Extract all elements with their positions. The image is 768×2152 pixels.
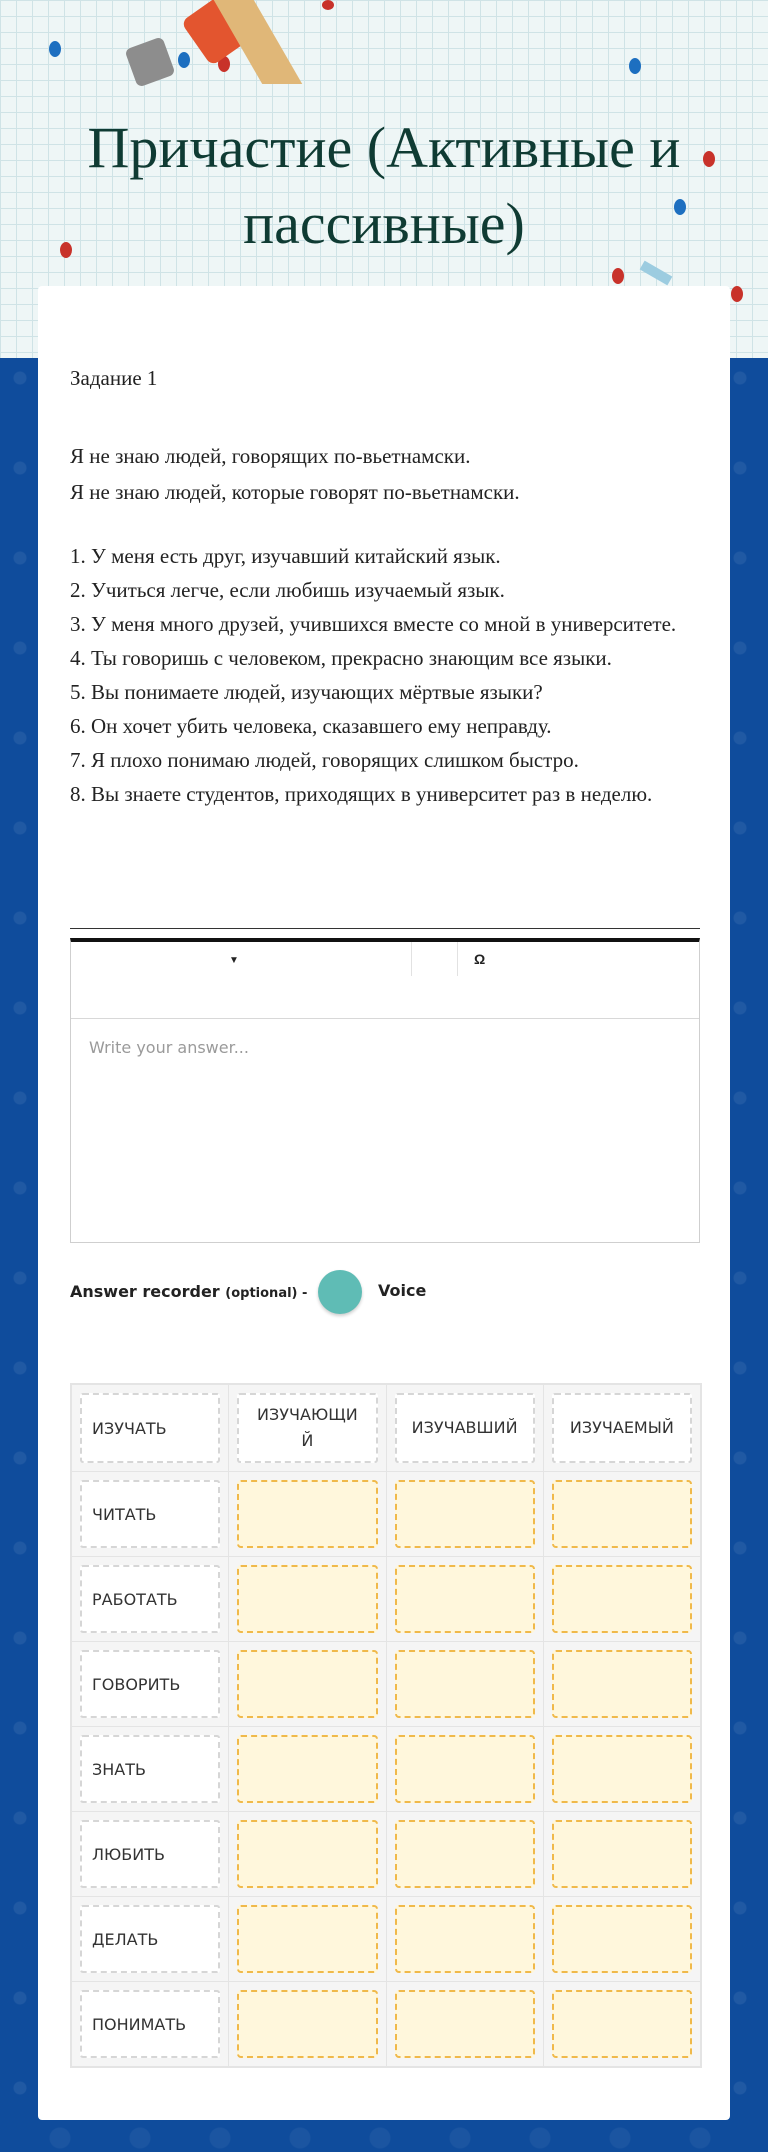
drop-zone[interactable] bbox=[237, 1565, 377, 1633]
verb-chip[interactable]: ГОВОРИТЬ bbox=[80, 1650, 220, 1718]
drop-zone[interactable] bbox=[395, 1480, 535, 1548]
drop-zone[interactable] bbox=[552, 1905, 692, 1973]
grid-row bbox=[72, 1897, 701, 1982]
toolbar-separator bbox=[411, 942, 412, 976]
sentence-item: 7. Я плохо понимаю людей, говорящих слишком быстро. bbox=[70, 748, 579, 772]
decor-dot bbox=[322, 0, 334, 10]
special-character-button[interactable]: Ω bbox=[474, 951, 486, 967]
header-chip[interactable]: ИЗУЧАТЬ bbox=[80, 1393, 220, 1463]
worksheet-card bbox=[38, 286, 730, 2120]
format-dropdown-caret-icon[interactable]: ▼ bbox=[229, 955, 239, 966]
drop-zone[interactable] bbox=[395, 1565, 535, 1633]
task-heading: Задание 1 bbox=[70, 366, 158, 390]
verb-chip[interactable]: ЧИТАТЬ bbox=[80, 1480, 220, 1548]
decor-dot bbox=[49, 41, 61, 57]
answer-editor bbox=[70, 938, 700, 1243]
drop-zone[interactable] bbox=[395, 1990, 535, 2058]
header-chip[interactable]: ИЗУЧАВШИЙ bbox=[395, 1393, 535, 1463]
drop-zone[interactable] bbox=[552, 1990, 692, 2058]
verb-chip[interactable]: РАБОТАТЬ bbox=[80, 1565, 220, 1633]
recorder-label: Answer recorder (optional) - bbox=[70, 1282, 308, 1301]
decor-dot bbox=[629, 58, 641, 74]
drop-zone[interactable] bbox=[237, 1905, 377, 1973]
drop-zone[interactable] bbox=[237, 1735, 377, 1803]
sentence-item: 3. У меня много друзей, учившихся вместе со мной в университете. bbox=[70, 612, 677, 636]
drop-zone[interactable] bbox=[237, 1650, 377, 1718]
grid-row bbox=[72, 1642, 701, 1727]
sentence-list bbox=[70, 544, 710, 816]
decor-dot bbox=[612, 268, 624, 284]
grid-header-row bbox=[72, 1385, 701, 1472]
record-button[interactable] bbox=[318, 1270, 362, 1314]
drop-zone[interactable] bbox=[552, 1480, 692, 1548]
drop-zone[interactable] bbox=[552, 1650, 692, 1718]
verb-chip[interactable]: ЗНАТЬ bbox=[80, 1735, 220, 1803]
verb-chip[interactable]: ЛЮБИТЬ bbox=[80, 1820, 220, 1888]
decor-dot bbox=[731, 286, 743, 302]
example-line: Я не знаю людей, говорящих по-вьетнамски. bbox=[70, 444, 471, 468]
drop-zone[interactable] bbox=[237, 1990, 377, 2058]
verb-chip[interactable]: ДЕЛАТЬ bbox=[80, 1905, 220, 1973]
drop-zone[interactable] bbox=[552, 1565, 692, 1633]
drop-zone[interactable] bbox=[395, 1650, 535, 1718]
verb-chip[interactable]: ПОНИМАТЬ bbox=[80, 1990, 220, 2058]
page-title: Причастие (Активные и пассивные) bbox=[87, 115, 681, 256]
drop-zone[interactable] bbox=[552, 1820, 692, 1888]
voice-label: Voice bbox=[378, 1281, 427, 1300]
grid-row bbox=[72, 1727, 701, 1812]
drop-zone[interactable] bbox=[395, 1905, 535, 1973]
sentence-item: 4. Ты говоришь с человеком, прекрасно знающим все языки. bbox=[70, 646, 612, 670]
drop-zone[interactable] bbox=[395, 1820, 535, 1888]
grid-row bbox=[72, 1557, 701, 1642]
editor-toolbar bbox=[71, 942, 699, 1019]
example-block bbox=[70, 438, 520, 510]
sentence-item: 1. У меня есть друг, изучавший китайский язык. bbox=[70, 544, 501, 568]
sentence-item: 5. Вы понимаете людей, изучающих мёртвые языки? bbox=[70, 680, 543, 704]
decor-dot bbox=[178, 52, 190, 68]
sentence-item: 6. Он хочет убить человека, сказавшего ему неправду. bbox=[70, 714, 552, 738]
divider bbox=[70, 928, 700, 929]
drop-zone[interactable] bbox=[552, 1735, 692, 1803]
drop-zone[interactable] bbox=[237, 1480, 377, 1548]
grid-row bbox=[72, 1812, 701, 1897]
matching-grid bbox=[70, 1383, 702, 2068]
drop-zone[interactable] bbox=[395, 1735, 535, 1803]
sentence-item: 2. Учиться легче, если любишь изучаемый язык. bbox=[70, 578, 505, 602]
example-line: Я не знаю людей, которые говорят по-вьетнамски. bbox=[70, 480, 520, 504]
toolbar-separator bbox=[457, 942, 458, 976]
header-chip[interactable]: ИЗУЧАЕМЫЙ bbox=[552, 1393, 692, 1463]
answer-recorder bbox=[70, 1270, 670, 1314]
drop-zone[interactable] bbox=[237, 1820, 377, 1888]
grid-row bbox=[72, 1472, 701, 1557]
header-chip[interactable]: ИЗУЧАЮЩИ Й bbox=[237, 1393, 377, 1463]
grid-row bbox=[72, 1982, 701, 2067]
answer-input[interactable] bbox=[87, 1036, 681, 1220]
sentence-item: 8. Вы знаете студентов, приходящих в университет раз в неделю. bbox=[70, 782, 653, 806]
